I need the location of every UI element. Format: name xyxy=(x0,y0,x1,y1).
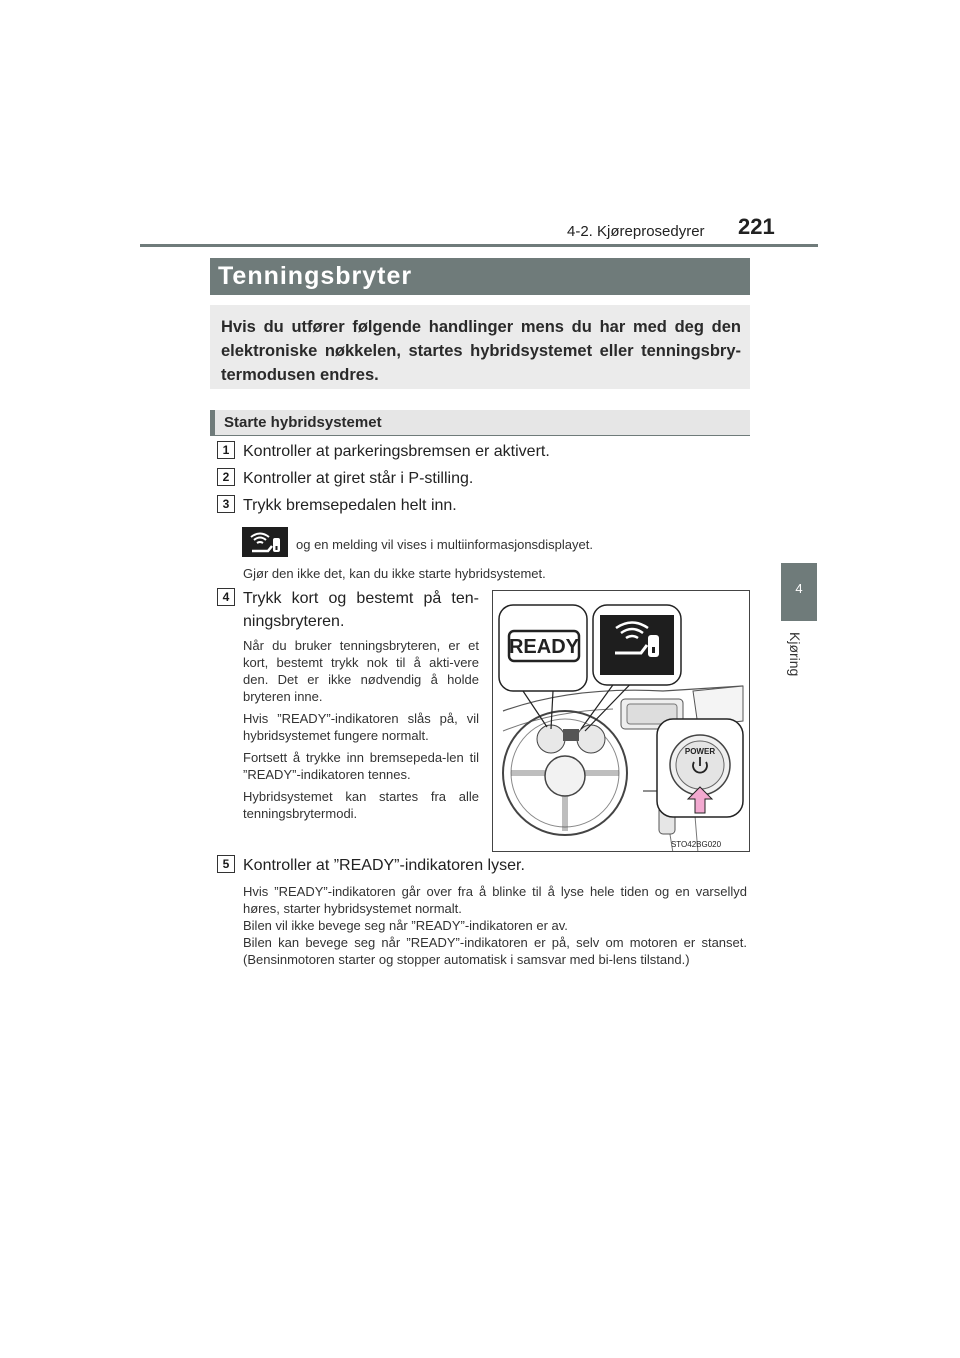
step5-notes xyxy=(243,883,747,968)
dashboard-illustration xyxy=(493,591,750,852)
dashboard-figure xyxy=(492,590,750,852)
step-number-4: 4 xyxy=(217,588,235,606)
intro-box xyxy=(210,305,750,389)
header-rule xyxy=(140,244,818,247)
chapter-tab: 4 xyxy=(781,563,817,621)
step4-note: Fortsett å trykke inn bremsepeda-len til ”READY”-indikatoren tennes. xyxy=(243,750,479,782)
step5-note: Bilen kan bevege seg når ”READY”-indikatoren er på, selv om motoren er stanset. (Bensinmotoren starter og stopper automatisk i samsvar med bi-lens tilstand.) xyxy=(243,935,747,967)
intro-text: Hvis du utfører følgende handlinger mens du har med deg den elektroniske nøkkelen, startes hybridsystemet eller tenningsbry-termodusen endres. xyxy=(221,318,741,384)
chapter-side-label xyxy=(783,632,813,692)
step3-note-1: og en melding vil vises i multiinformasjonsdisplayet. xyxy=(296,537,593,552)
step5-note: Hvis ”READY”-indikatoren går over fra å blinke til å lyse hele tiden og en varsellyd høres, starter hybridsystemet normalt. xyxy=(243,884,747,916)
page-title: Tenningsbryter xyxy=(218,262,413,290)
step4-notes xyxy=(243,637,479,827)
step4-note: Når du bruker tenningsbryteren, er et kort, bestemt trykk nok til å akti-vere den. Det er ikke nødvendig å holde bryteren inne. xyxy=(243,638,479,704)
step-number-2: 2 xyxy=(217,468,235,486)
subsection-bar xyxy=(210,410,750,436)
step-text-4: Trykk kort og bestemt på ten-ningsbryteren. xyxy=(243,590,479,630)
title-bar xyxy=(210,258,750,295)
step3-note-2: Gjør den ikke det, kan du ikke starte hybridsystemet. xyxy=(243,566,546,581)
key-brake-indicator-icon xyxy=(242,527,288,557)
step-text-3: Trykk bremsepedalen helt inn. xyxy=(243,497,457,514)
step5-note: Bilen vil ikke bevege seg når ”READY”-indikatoren er av. xyxy=(243,918,568,933)
power-label: POWER xyxy=(684,747,716,756)
chapter-name: Kjøring xyxy=(787,632,803,677)
step-text-5: Kontroller at ”READY”-indikatoren lyser. xyxy=(243,857,525,874)
step-number-1: 1 xyxy=(217,441,235,459)
page-number: 221 xyxy=(738,214,775,239)
step-number-5: 5 xyxy=(217,855,235,873)
step-text-1: Kontroller at parkeringsbremsen er aktivert. xyxy=(243,443,550,460)
step-text-2: Kontroller at giret står i P-stilling. xyxy=(243,470,474,487)
figure-code: STO42BG020 xyxy=(670,840,722,849)
step4-note: Hvis ”READY”-indikatoren slås på, vil hybridsystemet fungere normalt. xyxy=(243,711,479,743)
subsection-title: Starte hybridsystemet xyxy=(224,414,382,431)
step-number-3: 3 xyxy=(217,495,235,513)
ready-label: READY xyxy=(508,636,580,658)
section-label: 4-2. Kjøreprosedyrer xyxy=(567,223,705,240)
step4-note: Hybridsystemet kan startes fra alle tenningsbrytermodi. xyxy=(243,789,479,821)
